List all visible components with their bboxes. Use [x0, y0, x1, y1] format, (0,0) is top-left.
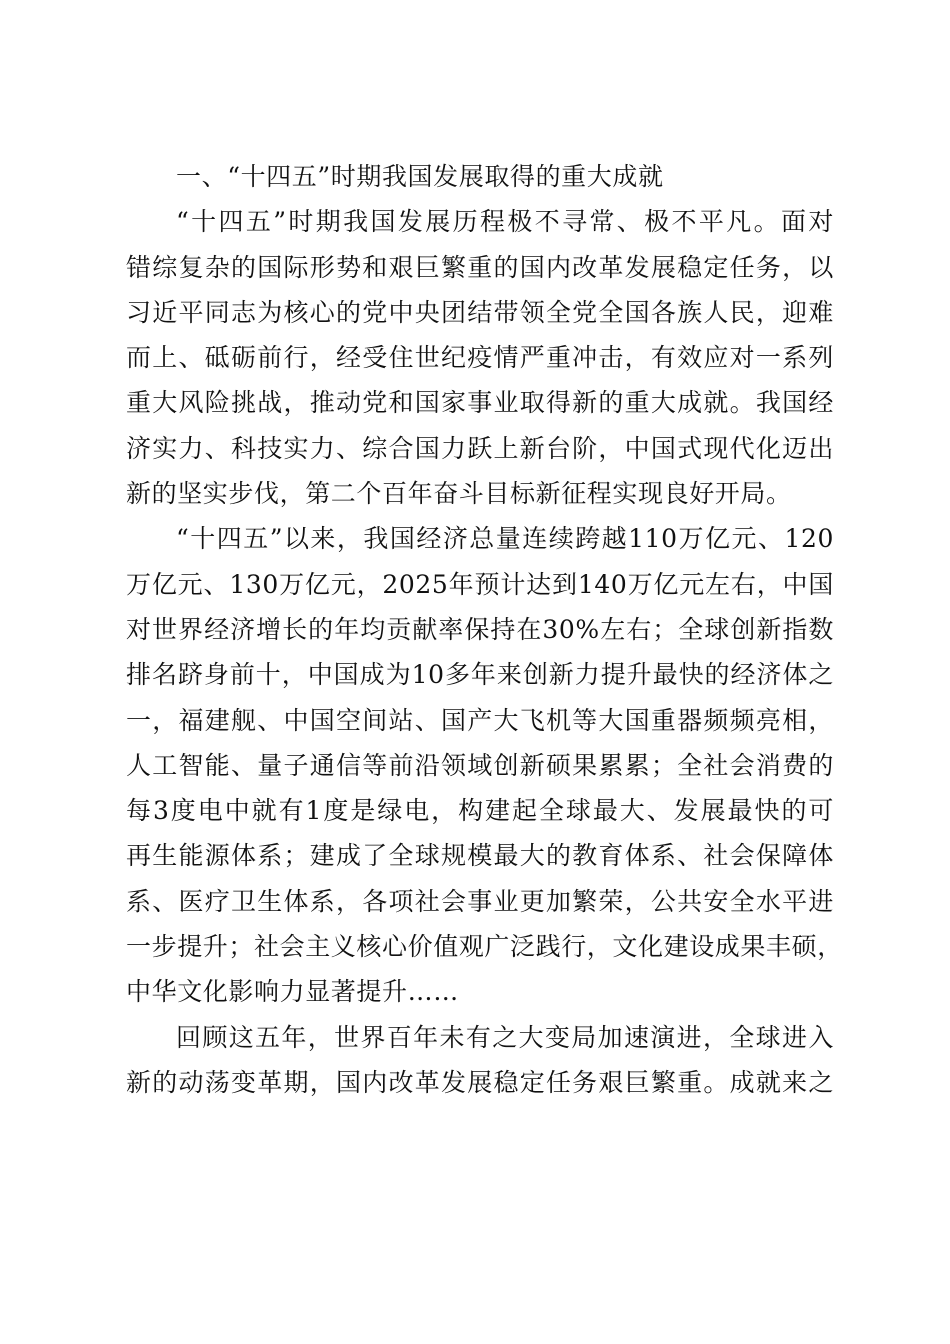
paragraph-line: “十四五”以来，我国经济总量连续跨越110万亿元、120 [176, 524, 834, 554]
section-heading: 一、“十四五”时期我国发展取得的重大成就 [176, 162, 664, 191]
paragraph-line: 再生能源体系；建成了全球规模最大的教育体系、社会保障体 [126, 841, 834, 871]
paragraph-line: 新的坚实步伐，第二个百年奋斗目标新征程实现良好开局。 [126, 479, 792, 509]
paragraph-line: 对世界经济增长的年均贡献率保持在30%左右；全球创新指数 [126, 614, 834, 644]
paragraph-line: 重大风险挑战，推动党和国家事业取得新的重大成就。我国经 [126, 388, 834, 418]
paragraph-2 [126, 516, 843, 1014]
paragraph-line: “十四五”时期我国发展历程极不寻常、极不平凡。面对 [176, 207, 834, 237]
paragraph-1 [126, 199, 834, 516]
paragraph-line: 万亿元、130万亿元，2025年预计达到140万亿元左右，中国 [126, 569, 834, 599]
paragraph-line: 而上、砥砺前行，经受住世纪疫情严重冲击，有效应对一系列 [126, 343, 834, 373]
paragraph-line: 系、医疗卫生体系，各项社会事业更加繁荣，公共安全水平进 [126, 886, 834, 916]
paragraph-line: 每3度电中就有1度是绿电，构建起全球最大、发展最快的可 [126, 796, 834, 826]
paragraph-line: 回顾这五年，世界百年未有之大变局加速演进，全球进入 [176, 1022, 834, 1052]
paragraph-line: 新的动荡变革期，国内改革发展稳定任务艰巨繁重。成就来之 [126, 1067, 834, 1097]
paragraph-line: 习近平同志为核心的党中央团结带领全党全国各族人民，迎难 [126, 297, 834, 327]
paragraph-line: 中华文化影响力显著提升…… [126, 977, 459, 1007]
paragraph-line: 人工智能、量子通信等前沿领域创新硕果累累；全社会消费的 [126, 750, 834, 780]
paragraph-line: 错综复杂的国际形势和艰巨繁重的国内改革发展稳定任务，以 [126, 252, 834, 282]
paragraph-3 [126, 1015, 834, 1106]
document-body [126, 154, 843, 1105]
paragraph-line: 排名跻身前十，中国成为10多年来创新力提升最快的经济体之 [126, 660, 834, 690]
paragraph-line: 济实力、科技实力、综合国力跃上新台阶，中国式现代化迈出 [126, 433, 834, 463]
paragraph-line: 一，福建舰、中国空间站、国产大飞机等大国重器频频亮相， [126, 705, 834, 735]
paragraph-line: 一步提升；社会主义核心价值观广泛践行，文化建设成果丰硕， [126, 932, 843, 962]
